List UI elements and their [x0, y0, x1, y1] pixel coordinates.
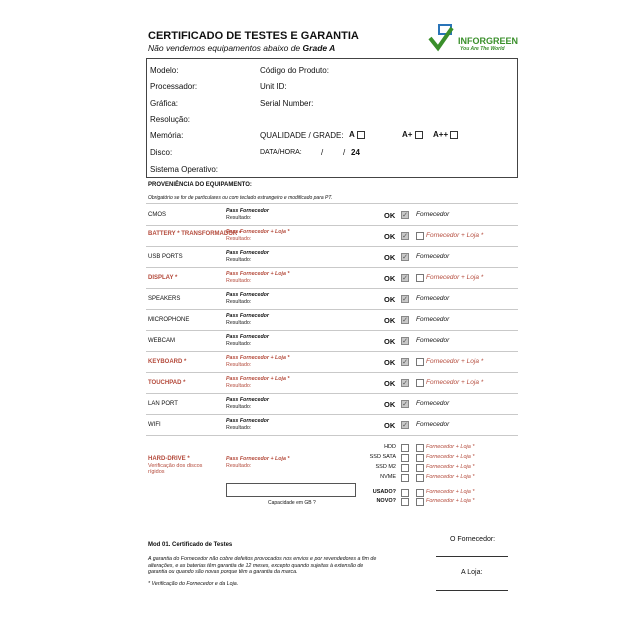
- result-label: Resultado:: [226, 404, 252, 410]
- test-pass: [226, 418, 269, 432]
- memoria-label: Memória:: [150, 131, 184, 140]
- hdd-label: HARD-DRIVE *: [148, 456, 190, 462]
- sistema-operativo-label: Sistema Operativo:: [150, 165, 219, 174]
- loja-signature-line[interactable]: [436, 590, 508, 591]
- mod-title: Mod 01. Certificado de Testes: [148, 542, 233, 548]
- ok-checkbox[interactable]: ✓: [402, 380, 408, 387]
- warranty-text: A garantia do Fornecedor não cobre defeitos provocados nos envios e por revendedores a fim de alterações, e as baterias têm garantia de 12 meses, excepto quando sujeitas à extensão de garantia ou quando são novas porque têm a garantia da marca.: [148, 556, 377, 575]
- hdd-fornecedor-loja-checkbox[interactable]: [416, 489, 424, 497]
- row-divider: [146, 330, 518, 331]
- unit-id-label: Unit ID:: [260, 82, 287, 91]
- hdd-pass: [226, 456, 289, 470]
- ok-label: OK: [384, 421, 396, 430]
- test-pass: [226, 313, 269, 327]
- test-label: DISPLAY *: [148, 275, 178, 281]
- pass-text: Pass Fornecedor: [226, 334, 269, 340]
- fornecedor-loja-checkbox[interactable]: [416, 274, 424, 282]
- test-label: LAN PORT: [148, 401, 178, 407]
- grade-a-option[interactable]: [349, 130, 365, 139]
- result-label: Resultado:: [226, 278, 252, 284]
- hdd-type-checkbox[interactable]: [401, 444, 409, 452]
- result-label: Resultado:: [226, 320, 252, 326]
- test-label: WEBCAM: [148, 338, 175, 344]
- fornecedor-label: Fornecedor: [416, 211, 450, 218]
- serial-label: Serial Number:: [260, 99, 314, 108]
- row-divider: [146, 225, 518, 226]
- hdd-result-label: Resultado:: [226, 463, 252, 469]
- test-label: MICROPHONE: [148, 317, 190, 323]
- hdd-type-checkbox[interactable]: [401, 454, 409, 462]
- date-separator-2: /: [343, 148, 346, 157]
- test-pass: [226, 250, 269, 264]
- fornecedor-signature-line[interactable]: [436, 556, 508, 557]
- row-divider: [146, 414, 518, 415]
- row-divider: [146, 372, 518, 373]
- grafica-label: Gráfica:: [150, 99, 179, 108]
- qualidade-label: QUALIDADE / GRADE:: [260, 131, 344, 140]
- fornecedor-label: Fornecedor: [416, 253, 450, 260]
- ok-checkbox[interactable]: ✓: [402, 275, 408, 282]
- pass-text: Pass Fornecedor: [226, 292, 269, 298]
- result-label: Resultado:: [226, 215, 252, 221]
- fornecedor-loja-checkbox[interactable]: [416, 232, 424, 240]
- hdd-fornecedor-loja-label: Fornecedor + Loja *: [426, 489, 475, 495]
- hdd-fornecedor-loja-checkbox[interactable]: [416, 444, 424, 452]
- result-label: Resultado:: [226, 425, 252, 431]
- pass-text: Pass Fornecedor: [226, 397, 269, 403]
- grade-aplusplus-checkbox[interactable]: [450, 131, 458, 139]
- logo-text: INFORGREEN: [458, 36, 519, 46]
- test-label: WIFI: [148, 422, 161, 428]
- fornecedor-loja-checkbox[interactable]: [416, 358, 424, 366]
- test-label: TOUCHPAD *: [148, 380, 186, 386]
- hdd-pass-text: Pass Fornecedor + Loja *: [226, 456, 290, 462]
- fornecedor-loja-checkbox[interactable]: [416, 379, 424, 387]
- result-label: Resultado:: [226, 341, 252, 347]
- section-note: Obrigatório se for de particulares ou com teclado estrangeiro e modificado para PT.: [148, 195, 333, 201]
- ok-label: OK: [384, 253, 396, 262]
- row-divider: [146, 267, 518, 268]
- subtitle-grade: Grade A: [302, 43, 336, 53]
- fornecedor-loja-label: Fornecedor + Loja *: [426, 358, 484, 365]
- subtitle-text: Não vendemos equipamentos abaixo de: [148, 43, 301, 53]
- result-label: Resultado:: [226, 257, 252, 263]
- fornecedor-signature-label: O Fornecedor:: [450, 536, 496, 543]
- test-label-text: BATTERY * TRANSFORMADOR *: [148, 231, 242, 237]
- capacity-input[interactable]: [226, 483, 356, 497]
- grade-aplusplus-option[interactable]: [433, 130, 458, 139]
- hdd-type-label: NVME: [380, 474, 396, 480]
- grade-a-label: A: [349, 130, 355, 139]
- row-divider: [146, 351, 518, 352]
- datahora-label: DATA/HORA:: [260, 149, 302, 156]
- hdd-fornecedor-loja-label: Fornecedor + Loja *: [426, 498, 475, 504]
- ok-checkbox[interactable]: ✓: [402, 422, 408, 429]
- test-label: CMOS: [148, 212, 166, 218]
- test-pass: [226, 355, 289, 369]
- verification-note: * Verificação do Fornecedor e da Loja.: [148, 581, 239, 587]
- hdd-fornecedor-loja-label: Fornecedor + Loja *: [426, 474, 475, 480]
- hdd-fornecedor-loja-label: Fornecedor + Loja *: [426, 464, 475, 470]
- hdd-type-label: USADO?: [372, 489, 396, 495]
- date-separator-1: /: [321, 148, 324, 157]
- result-label: Resultado:: [226, 362, 252, 368]
- fornecedor-loja-label: Fornecedor + Loja *: [426, 232, 484, 239]
- ok-checkbox[interactable]: ✓: [402, 359, 408, 366]
- ok-label: OK: [384, 358, 396, 367]
- fornecedor-loja-label: Fornecedor + Loja *: [426, 274, 484, 281]
- ok-checkbox[interactable]: ✓: [402, 233, 408, 240]
- hdd-fornecedor-loja-checkbox[interactable]: [416, 464, 424, 472]
- result-label: Resultado:: [226, 236, 252, 242]
- ok-label: OK: [384, 274, 396, 283]
- ok-label: OK: [384, 211, 396, 220]
- hdd-type-checkbox[interactable]: [401, 474, 409, 482]
- loja-signature-label: A Loja:: [461, 569, 483, 576]
- capacity-label: Capacidade em GB ?: [268, 500, 316, 506]
- hdd-fornecedor-loja-checkbox[interactable]: [416, 474, 424, 482]
- test-pass: [226, 292, 269, 306]
- hdd-fornecedor-loja-checkbox[interactable]: [416, 498, 424, 506]
- hdd-type-checkbox[interactable]: [401, 489, 409, 497]
- test-pass: [226, 271, 289, 285]
- date-year: 24: [351, 148, 360, 157]
- row-divider: [146, 309, 518, 310]
- modelo-label: Modelo:: [150, 66, 179, 75]
- fornecedor-label: Fornecedor: [416, 337, 450, 344]
- hdd-type-label: SSD M2: [375, 464, 396, 470]
- processador-label: Processador:: [150, 82, 198, 91]
- ok-checkbox[interactable]: ✓: [402, 254, 408, 261]
- hdd-fornecedor-loja-checkbox[interactable]: [416, 454, 424, 462]
- hdd-fornecedor-loja-label: Fornecedor + Loja *: [426, 454, 475, 460]
- ok-checkbox[interactable]: ✓: [402, 296, 408, 303]
- pass-text: Pass Fornecedor + Loja *: [226, 271, 290, 277]
- test-pass: [226, 397, 269, 411]
- hdd-type-checkbox[interactable]: [401, 464, 409, 472]
- hdd-type-label: HDD: [384, 444, 396, 450]
- document-title: CERTIFICADO DE TESTES E GARANTIA: [148, 30, 359, 42]
- result-label: Resultado:: [226, 299, 252, 305]
- ok-label: OK: [384, 295, 396, 304]
- ok-label: OK: [384, 337, 396, 346]
- fornecedor-loja-label: Fornecedor + Loja *: [426, 379, 484, 386]
- pass-text: Pass Fornecedor + Loja *: [226, 355, 290, 361]
- grade-aplus-option[interactable]: [402, 130, 423, 139]
- pass-text: Pass Fornecedor: [226, 313, 269, 319]
- hdd-type-checkbox[interactable]: [401, 498, 409, 506]
- hdd-type-label: SSD SATA: [369, 454, 396, 460]
- ok-checkbox[interactable]: ✓: [402, 401, 408, 408]
- result-label: Resultado:: [226, 383, 252, 389]
- test-label: KEYBOARD *: [148, 359, 187, 365]
- test-label: USB PORTS: [148, 254, 183, 260]
- ok-label: OK: [384, 232, 396, 241]
- hdd-fornecedor-loja-label: Fornecedor + Loja *: [426, 444, 475, 450]
- fornecedor-label: Fornecedor: [416, 400, 450, 407]
- logo-tagline: You Are The World: [460, 46, 505, 52]
- pass-text: Pass Fornecedor + Loja *: [226, 376, 290, 382]
- fornecedor-label: Fornecedor: [416, 295, 450, 302]
- ok-label: OK: [384, 379, 396, 388]
- fornecedor-label: Fornecedor: [416, 421, 450, 428]
- document-subtitle: [148, 43, 335, 53]
- row-divider: [146, 246, 518, 247]
- pass-text: Pass Fornecedor: [226, 418, 269, 424]
- inforgreen-logo: [428, 22, 520, 58]
- ok-label: OK: [384, 316, 396, 325]
- row-divider: [146, 435, 518, 436]
- test-pass: [226, 334, 269, 348]
- grade-a-checkbox[interactable]: [357, 131, 365, 139]
- ok-checkbox[interactable]: ✓: [402, 212, 408, 219]
- test-label: SPEAKERS: [148, 296, 181, 302]
- grade-aplus-checkbox[interactable]: [415, 131, 423, 139]
- resolucao-label: Resolução:: [150, 115, 191, 124]
- grade-aplus-label: A+: [402, 130, 413, 139]
- hdd-type-label: NOVO?: [376, 498, 396, 504]
- disco-label: Disco:: [150, 148, 173, 157]
- test-pass: [226, 376, 289, 390]
- pass-text: Pass Fornecedor: [226, 250, 269, 256]
- pass-text: Pass Fornecedor + Loja *: [226, 229, 290, 235]
- grade-aplusplus-label: A++: [433, 130, 449, 139]
- pass-text: Pass Fornecedor: [226, 208, 269, 214]
- row-divider: [146, 393, 518, 394]
- section-title: PROVENIÊNCIA DO EQUIPAMENTO:: [148, 182, 252, 188]
- ok-checkbox[interactable]: ✓: [402, 338, 408, 345]
- test-pass: [226, 208, 269, 222]
- test-pass: [226, 229, 289, 243]
- product-info-box: [146, 58, 518, 178]
- fornecedor-label: Fornecedor: [416, 316, 450, 323]
- hdd-note: Verificação dos discos rígidos: [148, 463, 203, 475]
- row-divider: [146, 203, 518, 204]
- row-divider: [146, 288, 518, 289]
- codigo-label: Código do Produto:: [260, 66, 329, 75]
- ok-checkbox[interactable]: ✓: [402, 317, 408, 324]
- ok-label: OK: [384, 400, 396, 409]
